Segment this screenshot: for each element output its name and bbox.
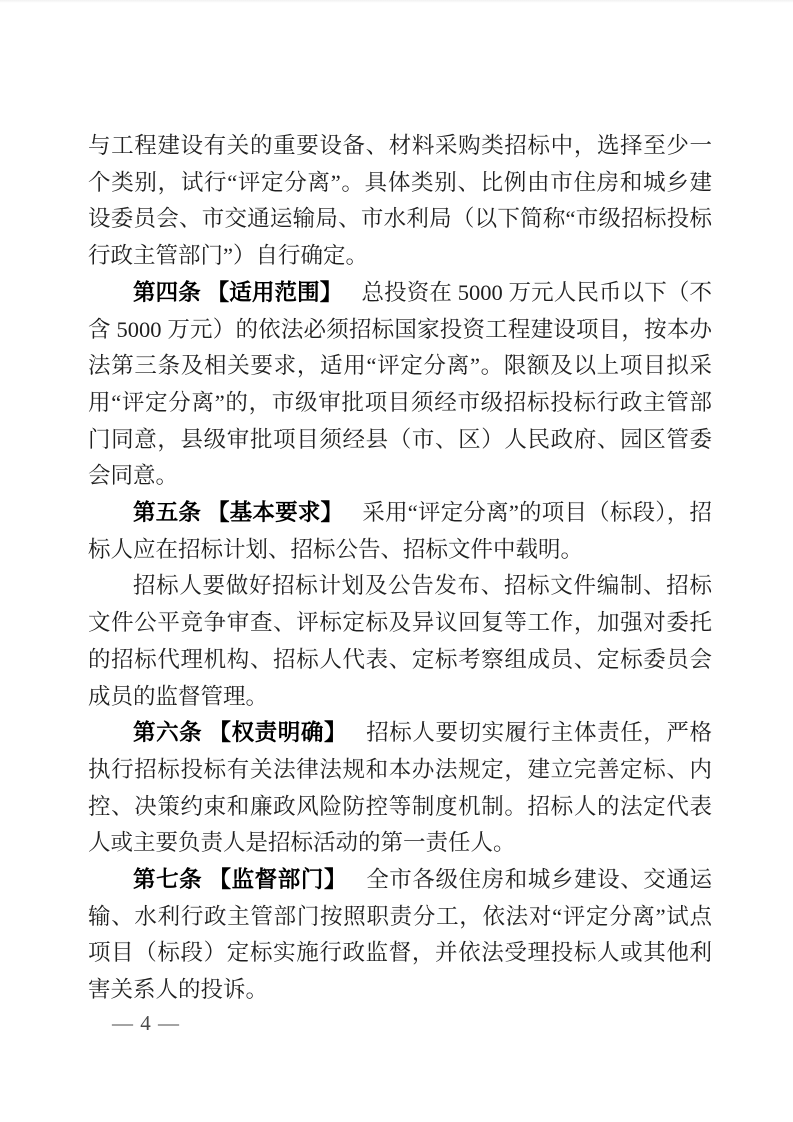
paragraph-text: 总投资在 5000 万元人民币以下（不含 5000 万元）的依法必须招标国家投资工程建设项目，按本办法第三条及相关要求，适用“评定分离”。限额及以上项目拟采用“评定分离”的，市级审批项目须经市级招标投标行政主管部门同意，县级审批项目须经县（市、区）人民政府、园区管委会同意。 [88, 279, 712, 489]
article-heading: 第四条 【适用范围】 [133, 279, 343, 305]
paragraph-text: 招标人要做好招标计划及公告发布、招标文件编制、招标文件公平竞争审查、评标定标及异议回复等工作，加强对委托的招标代理机构、招标人代表、定标考察组成员、定标委员会成员的监督管理。 [88, 573, 712, 709]
paragraph-article-4 [88, 275, 712, 495]
document-body [88, 128, 712, 1009]
article-heading: 第六条 【权责明确】 [133, 720, 348, 746]
paragraph-text: 招标人要切实履行主体责任，严格执行招标投标有关法律法规和本办法规定，建立完善定标、内控、决策约束和廉政风险防控等制度机制。招标人的法定代表人或主要负责人是招标活动的第一责任人。 [88, 720, 712, 856]
paragraph-text: 全市各级住房和城乡建设、交通运输、水利行政主管部门按照职责分工，依法对“评定分离”试点项目（标段）定标实施行政监督，并依法受理投标人或其他利害关系人的投诉。 [88, 867, 712, 1003]
paragraph-text: 采用“评定分离”的项目（标段），招标人应在招标计划、招标公告、招标文件中载明。 [88, 500, 712, 562]
article-heading: 第七条 【监督部门】 [133, 867, 348, 893]
scan-edge-shading [0, 0, 793, 3]
page-number: — 4 — [112, 1011, 180, 1035]
article-heading: 第五条 【基本要求】 [133, 500, 344, 526]
paragraph-article-6 [88, 715, 712, 862]
paragraph-continuation [88, 128, 712, 275]
paragraph-body [88, 568, 712, 715]
paragraph-text: 与工程建设有关的重要设备、材料采购类招标中，选择至少一个类别，试行“评定分离”。具体类别、比例由市住房和城乡建设委员会、市交通运输局、市水利局（以下简称“市级招标投标行政主管部门”）自行确定。 [88, 133, 712, 269]
paragraph-article-7 [88, 862, 712, 1009]
paragraph-article-5 [88, 495, 712, 568]
